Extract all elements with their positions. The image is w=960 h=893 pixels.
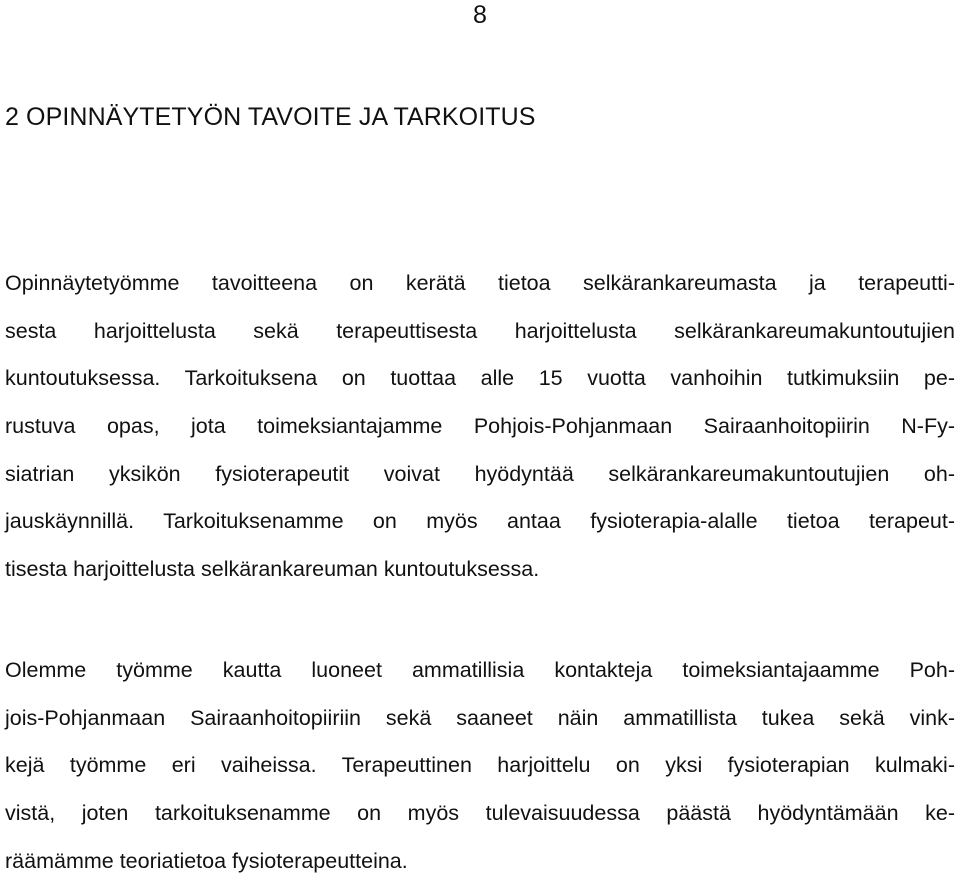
paragraph-line: tisesta harjoittelusta selkärankareuman kuntoutuksessa. (5, 557, 540, 582)
chapter-heading: 2 OPINNÄYTETYÖN TAVOITE JA TARKOITUS (5, 103, 536, 131)
paragraph-objective (5, 268, 955, 602)
paragraph-line: jauskäynnillä. Tarkoituksenamme on myös antaa fysioterapia-alalle tietoa terapeut- (5, 509, 955, 534)
page-number: 8 (473, 1, 487, 29)
paragraph-contacts (5, 655, 955, 893)
paragraph-line: sesta harjoittelusta sekä terapeuttisesta harjoittelusta selkärankareumakuntoutujien (5, 318, 955, 343)
paragraph-line: siatrian yksikön fysioterapeutit voivat hyödyntää selkärankareumakuntoutujien oh- (5, 461, 955, 486)
paragraph-line: rustuva opas, jota toimeksiantajamme Pohjois-Pohjanmaan Sairaanhoitopiirin N-Fy- (5, 414, 955, 439)
paragraph-line: vistä, joten tarkoituksenamme on myös tulevaisuudessa päästä hyödyntämään ke- (5, 801, 955, 826)
paragraph-line: kejä työmme eri vaiheissa. Terapeuttinen harjoittelu on yksi fysioterapian kulmaki- (5, 753, 955, 778)
paragraph-line: kuntoutuksessa. Tarkoituksena on tuottaa alle 15 vuotta vanhoihin tutkimuksiin pe- (5, 366, 955, 391)
paragraph-line: räämämme teoriatietoa fysioterapeutteina. (5, 848, 408, 873)
paragraph-line: jois-Pohjanmaan Sairaanhoitopiiriin sekä saaneet näin ammatillista tukea sekä vink- (5, 705, 955, 730)
paragraph-line: Olemme työmme kautta luoneet ammatillisia kontakteja toimeksiantajaamme Poh- (5, 658, 955, 682)
paragraph-line: Opinnäytetyömme tavoitteena on kerätä tietoa selkärankareumasta ja terapeutti- (5, 271, 955, 295)
